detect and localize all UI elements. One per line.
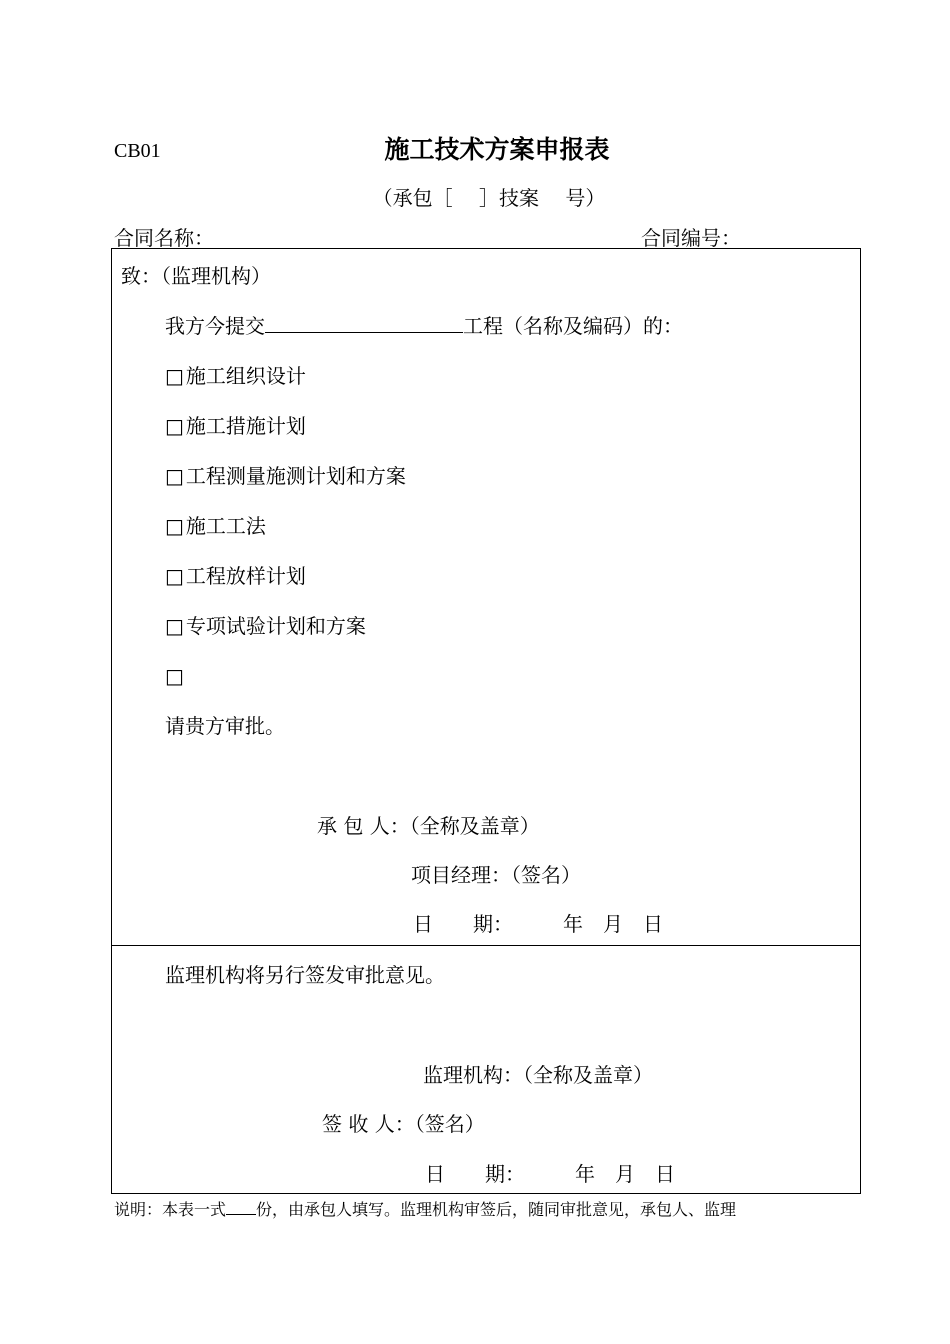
checkbox[interactable]: □ xyxy=(165,664,184,688)
checkbox[interactable]: □ xyxy=(165,514,184,538)
option-construction-measures-plan[interactable] xyxy=(165,414,306,438)
form-number-line: （承包［ ］技案 号） xyxy=(372,186,606,210)
contractor-date-label: 日 期： 年 月 日 xyxy=(413,912,663,936)
receiver-signature-label: 签 收 人：（签名） xyxy=(322,1112,485,1136)
submit-prefix: 我方今提交 xyxy=(165,314,265,338)
addressee-line: 致：（监理机构） xyxy=(121,264,271,288)
submit-suffix: 工程（名称及编码）的： xyxy=(463,314,683,338)
option-survey-plan[interactable] xyxy=(165,464,406,488)
checkbox[interactable]: □ xyxy=(165,564,184,588)
option-other[interactable] xyxy=(165,664,186,688)
copies-blank[interactable] xyxy=(226,1200,256,1215)
option-setting-out-plan[interactable] xyxy=(165,564,306,588)
option-label: 工程放样计划 xyxy=(185,564,306,588)
option-construction-method[interactable] xyxy=(165,514,266,538)
option-label: 施工组织设计 xyxy=(185,364,306,388)
option-label: 工程测量施测计划和方案 xyxy=(185,464,406,488)
note-prefix: 说明：本表一式 xyxy=(114,1200,227,1219)
contractor-signature-label: 承 包 人：（全称及盖章） xyxy=(317,814,540,838)
submit-line xyxy=(165,314,683,338)
checkbox[interactable]: □ xyxy=(165,414,184,438)
project-name-blank[interactable] xyxy=(265,314,463,333)
option-label: 专项试验计划和方案 xyxy=(185,614,366,638)
option-special-test-plan[interactable] xyxy=(165,614,366,638)
checkbox[interactable]: □ xyxy=(165,614,184,638)
contract-name-label: 合同名称： xyxy=(114,226,214,250)
option-construction-organization-design[interactable] xyxy=(165,364,306,388)
option-label: 施工措施计划 xyxy=(185,414,306,438)
supervisor-date-label: 日 期： 年 月 日 xyxy=(425,1162,675,1186)
contract-number-label: 合同编号： xyxy=(641,226,741,250)
request-approval-text: 请贵方审批。 xyxy=(165,714,285,738)
option-label: 施工工法 xyxy=(185,514,266,538)
form-title: 施工技术方案申报表 xyxy=(384,135,610,164)
checkbox[interactable]: □ xyxy=(165,464,184,488)
note-suffix: 份，由承包人填写。监理机构审签后，随同审批意见，承包人、监理 xyxy=(256,1200,737,1219)
section-divider xyxy=(111,945,861,946)
supervisor-org-label: 监理机构：（全称及盖章） xyxy=(423,1063,653,1087)
footer-note xyxy=(114,1200,736,1220)
supervisor-notice-text: 监理机构将另行签发审批意见。 xyxy=(165,963,445,987)
form-code: CB01 xyxy=(114,140,161,162)
checkbox[interactable]: □ xyxy=(165,364,184,388)
project-manager-label: 项目经理：（签名） xyxy=(411,863,581,887)
